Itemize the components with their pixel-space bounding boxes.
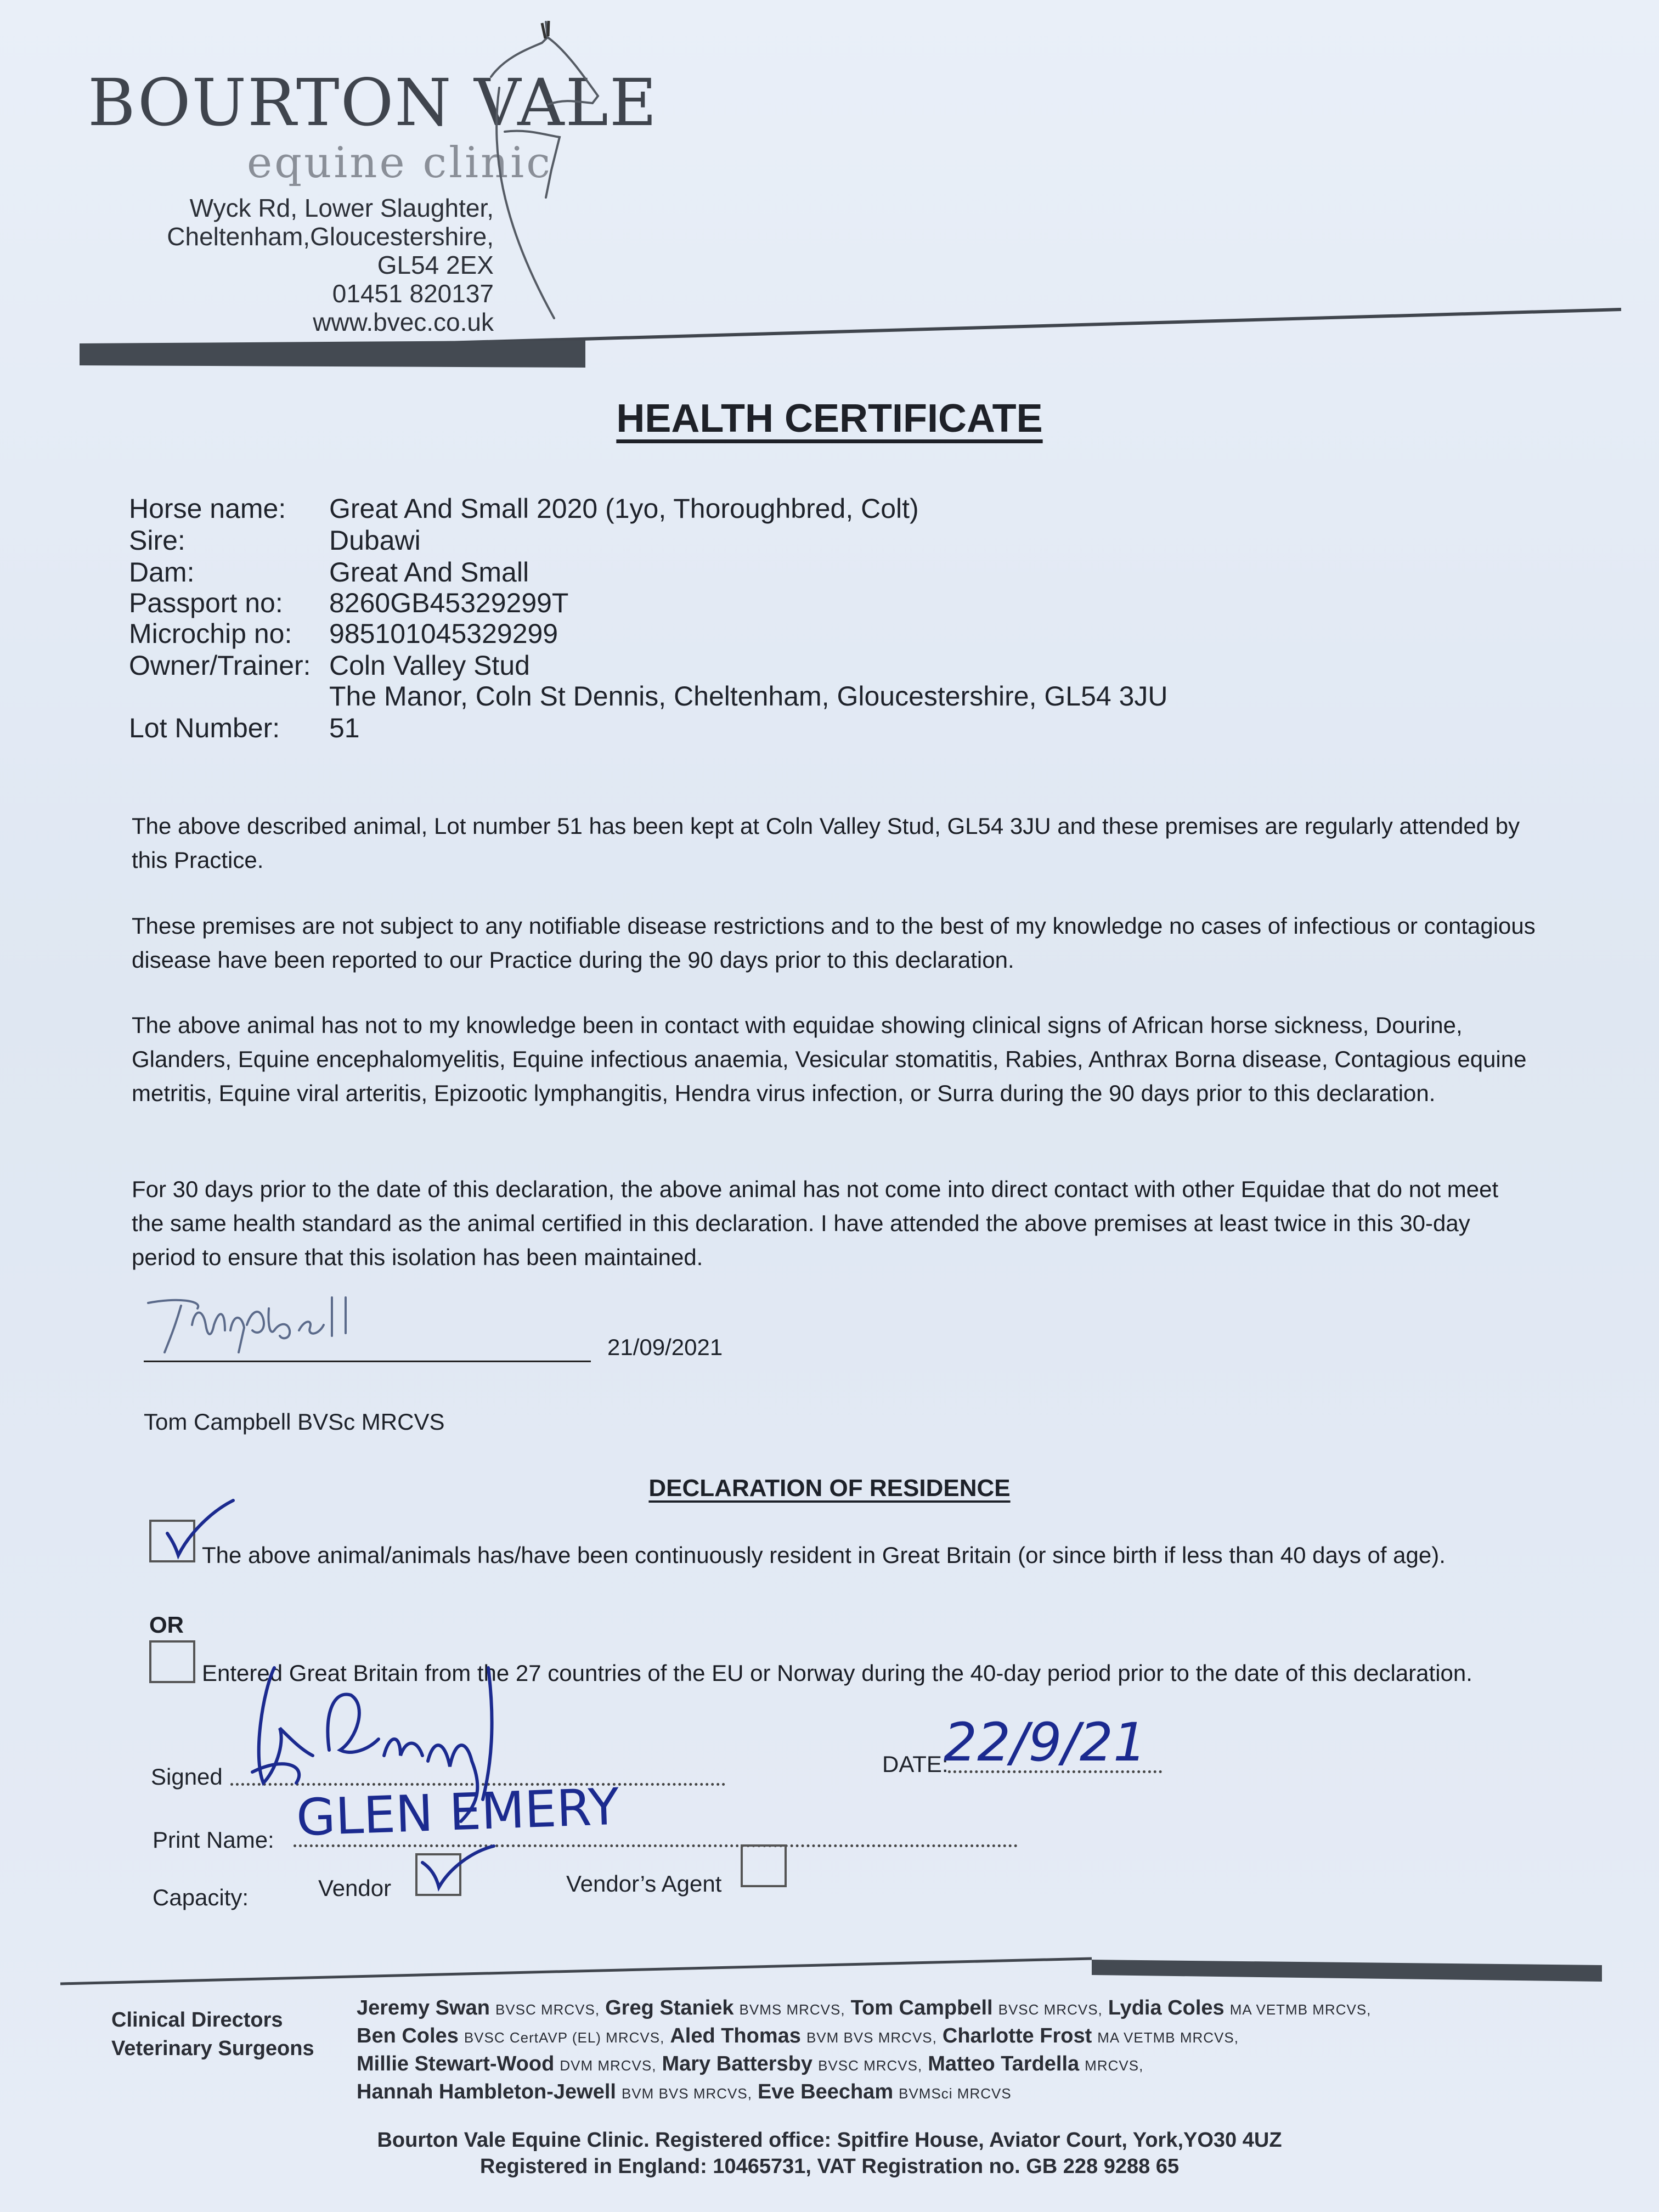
vendors-agent-checkbox[interactable] (741, 1844, 787, 1887)
microchip-label: Microchip no: (129, 618, 292, 649)
staff-quals: BVSC MRCVS, (818, 2057, 923, 2074)
staff-name: Hannah Hambleton-Jewell (357, 2080, 616, 2103)
entered-option-text: Entered Great Britain from the 27 countries of the EU or Norway during the 40-day period prior to the date of this declaration. (202, 1660, 1472, 1686)
paragraph-diseases: The above animal has not to my knowledge been in contact with equidae showing clinical signs of African horse sickness, Dourine, Glanders, Equine encephalomyelitis, Equine infectious anaemia, Vesicular stomatitis, Rabies, Anthrax Borna disease, Contagious equine metritis, Equine viral arteritis, Epizootic lymphangitis, Hendra virus infection, or Surra during the 90 days prior to this declaration. (132, 1012, 1527, 1106)
dam-label: Dam: (129, 557, 195, 588)
clinic-subtitle: equine clinic (247, 138, 552, 188)
directors-label-line: Clinical Directors (111, 2008, 283, 2032)
staff-quals: BVMSci MRCVS (899, 2085, 1012, 2102)
horse-head-logo-icon (483, 11, 625, 329)
directors-label-line: Veterinary Surgeons (111, 2037, 314, 2060)
address-line: Wyck Rd, Lower Slaughter, (189, 194, 494, 222)
paragraph-premises: The above described animal, Lot number 51 has been kept at Coln Valley Stud, GL54 3JU and these premises are regularly attended by this Practice. (132, 813, 1520, 873)
staff-quals: BVM BVS MRCVS, (806, 2029, 937, 2046)
owner-label: Owner/Trainer: (129, 650, 311, 681)
microchip-value: 985101045329299 (329, 618, 558, 649)
staff-quals: BVSC MRCVS, (495, 2001, 600, 2018)
footer-rule (60, 1953, 1613, 1997)
vet-signature-date: 21/09/2021 (607, 1334, 723, 1360)
date-label: DATE: (882, 1751, 949, 1777)
staff-quals: BVSC MRCVS, (998, 2001, 1103, 2018)
staff-line (357, 1995, 1629, 2023)
staff-quals: BVM BVS MRCVS, (622, 2085, 752, 2102)
signed-label: Signed (151, 1764, 223, 1790)
staff-name: Eve Beecham (757, 2080, 894, 2103)
website: www.bvec.co.uk (313, 308, 494, 336)
horse-name-value: Great And Small 2020 (1yo, Thoroughbred, Colt) (329, 493, 919, 524)
address-line: GL54 2EX (377, 251, 494, 279)
staff-name: Mary Battersby (662, 2052, 813, 2075)
passport-label: Passport no: (129, 588, 283, 618)
vet-name: Tom Campbell BVSc MRCVS (144, 1409, 445, 1435)
paragraph-restrictions: These premises are not subject to any notifiable disease restrictions and to the best of my knowledge no cases of infectious or contagious disease have been reported to our Practice during the 90 days prior to this declaration. (132, 913, 1536, 973)
staff-name: Jeremy Swan (357, 1996, 490, 2019)
staff-quals: BVMS MRCVS, (739, 2001, 845, 2018)
staff-quals: BVSC CertAVP (EL) MRCVS, (464, 2029, 665, 2046)
print-name-label: Print Name: (153, 1827, 274, 1853)
address-line: Cheltenham,Gloucestershire, (167, 222, 494, 251)
print-name-handwritten: GLEN EMERY (295, 1777, 620, 1848)
staff-line (357, 2051, 1629, 2079)
owner-address-value: The Manor, Coln St Dennis, Cheltenham, Gloucestershire, GL54 3JU (329, 681, 1168, 712)
staff-line (357, 2079, 1629, 2107)
sire-value: Dubawi (329, 525, 421, 556)
staff-name: Charlotte Frost (942, 2024, 1092, 2047)
staff-name: Lydia Coles (1108, 1996, 1224, 2019)
declaration-date-handwritten: 22/9/21 (944, 1712, 1147, 1773)
staff-name: Greg Staniek (605, 1996, 734, 2019)
staff-name: Aled Thomas (670, 2024, 801, 2047)
phone-number: 01451 820137 (332, 279, 494, 308)
capacity-label: Capacity: (153, 1884, 249, 1910)
or-label: OR (149, 1612, 184, 1638)
staff-quals: MA VETMB MRCVS, (1097, 2029, 1239, 2046)
passport-value: 8260GB45329299T (329, 588, 569, 618)
staff-name: Millie Stewart-Wood (357, 2052, 555, 2075)
staff-quals: MA VETMB MRCVS, (1229, 2001, 1372, 2018)
declaration-title: DECLARATION OF RESIDENCE (648, 1475, 1011, 1502)
owner-value: Coln Valley Stud (329, 650, 530, 681)
registered-office: Bourton Vale Equine Clinic. Registered office: Spitfire House, Aviator Court, York,YO30 4UZ (377, 2129, 1282, 2152)
dam-value: Great And Small (329, 557, 529, 588)
vet-signature-line (144, 1361, 591, 1362)
lot-number-label: Lot Number: (129, 713, 280, 743)
vendor-check-mark (417, 1835, 499, 1895)
staff-name: Matteo Tardella (928, 2052, 1080, 2075)
staff-line (357, 2023, 1629, 2051)
staff-name: Tom Campbell (850, 1996, 993, 2019)
staff-name: Ben Coles (357, 2024, 459, 2047)
vendor-label: Vendor (318, 1875, 392, 1901)
staff-list (357, 1995, 1629, 2107)
header-rule (80, 301, 1627, 372)
paragraph-isolation: For 30 days prior to the date of this declaration, the above animal has not come into direct contact with other Equidae that do not meet the same health standard as the animal certified in this declaration. I have attended the above premises at least twice in this 30-day period to ensure that this isolation has been maintained. (132, 1176, 1499, 1270)
registration-numbers: Registered in England: 10465731, VAT Registration no. GB 228 9288 65 (479, 2155, 1180, 2178)
vet-signature-image (143, 1286, 428, 1358)
certificate-title: HEALTH CERTIFICATE (616, 397, 1043, 441)
clinic-name: BOURTON VALE (88, 65, 658, 140)
resident-option-text: The above animal/animals has/have been continuously resident in Great Britain (or since birth if less than 40 days of age). (202, 1542, 1446, 1568)
vendors-agent-label: Vendor’s Agent (566, 1871, 722, 1897)
staff-quals: MRCVS, (1085, 2057, 1144, 2074)
staff-quals: DVM MRCVS, (560, 2057, 657, 2074)
sire-label: Sire: (129, 525, 185, 556)
directors-label (111, 2006, 314, 2063)
horse-name-label: Horse name: (129, 493, 286, 524)
lot-number-value: 51 (329, 713, 360, 743)
print-name-dotted-line (294, 1844, 1018, 1847)
